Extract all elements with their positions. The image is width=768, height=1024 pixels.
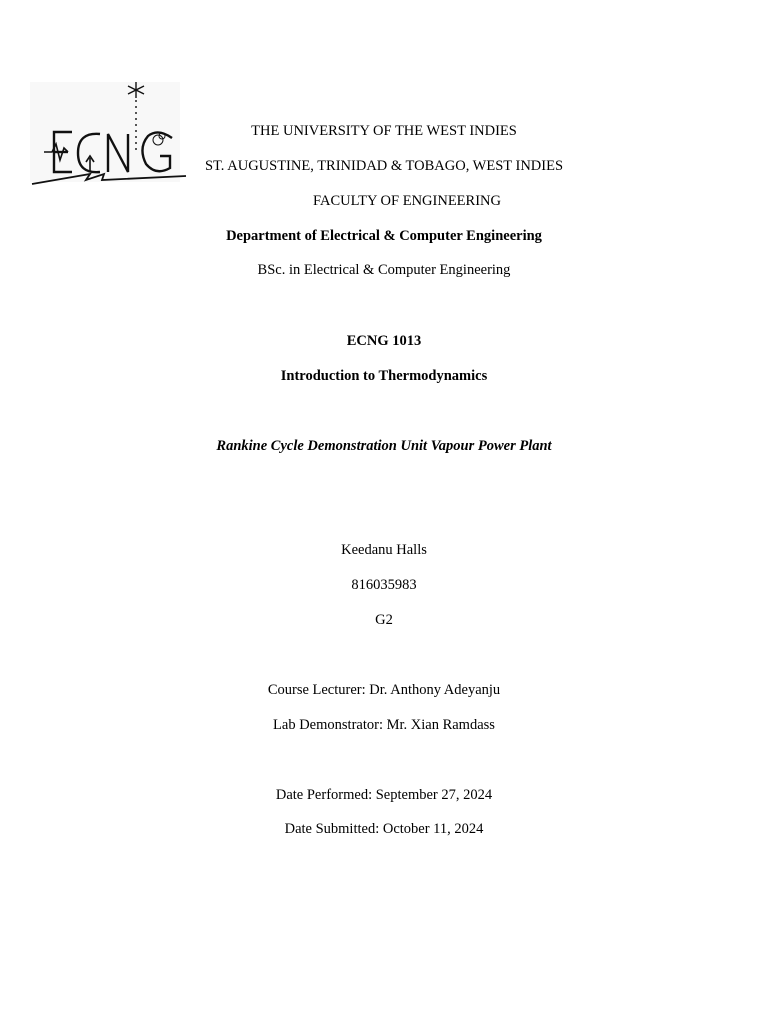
course-name: Introduction to Thermodynamics [280, 368, 488, 384]
report-title: Rankine Cycle Demonstration Unit Vapour Power Plant [216, 438, 552, 454]
student-id: 816035983 [351, 577, 417, 593]
lab-demonstrator: Lab Demonstrator: Mr. Xian Ramdass [273, 717, 495, 733]
department-name: Department of Electrical & Computer Engineering [226, 228, 542, 244]
programme-name: BSc. in Electrical & Computer Engineering [257, 262, 511, 278]
student-name: Keedanu Halls [341, 542, 427, 558]
date-submitted: Date Submitted: October 11, 2024 [284, 821, 484, 837]
faculty-name: FACULTY OF ENGINEERING [313, 193, 501, 209]
campus-location: ST. AUGUSTINE, TRINIDAD & TOBAGO, WEST INDIES [204, 158, 564, 174]
student-group: G2 [375, 612, 393, 628]
date-performed: Date Performed: September 27, 2024 [275, 787, 493, 803]
university-name: THE UNIVERSITY OF THE WEST INDIES [251, 123, 517, 139]
course-code: ECNG 1013 [346, 333, 422, 349]
course-lecturer: Course Lecturer: Dr. Anthony Adeyanju [267, 682, 501, 698]
